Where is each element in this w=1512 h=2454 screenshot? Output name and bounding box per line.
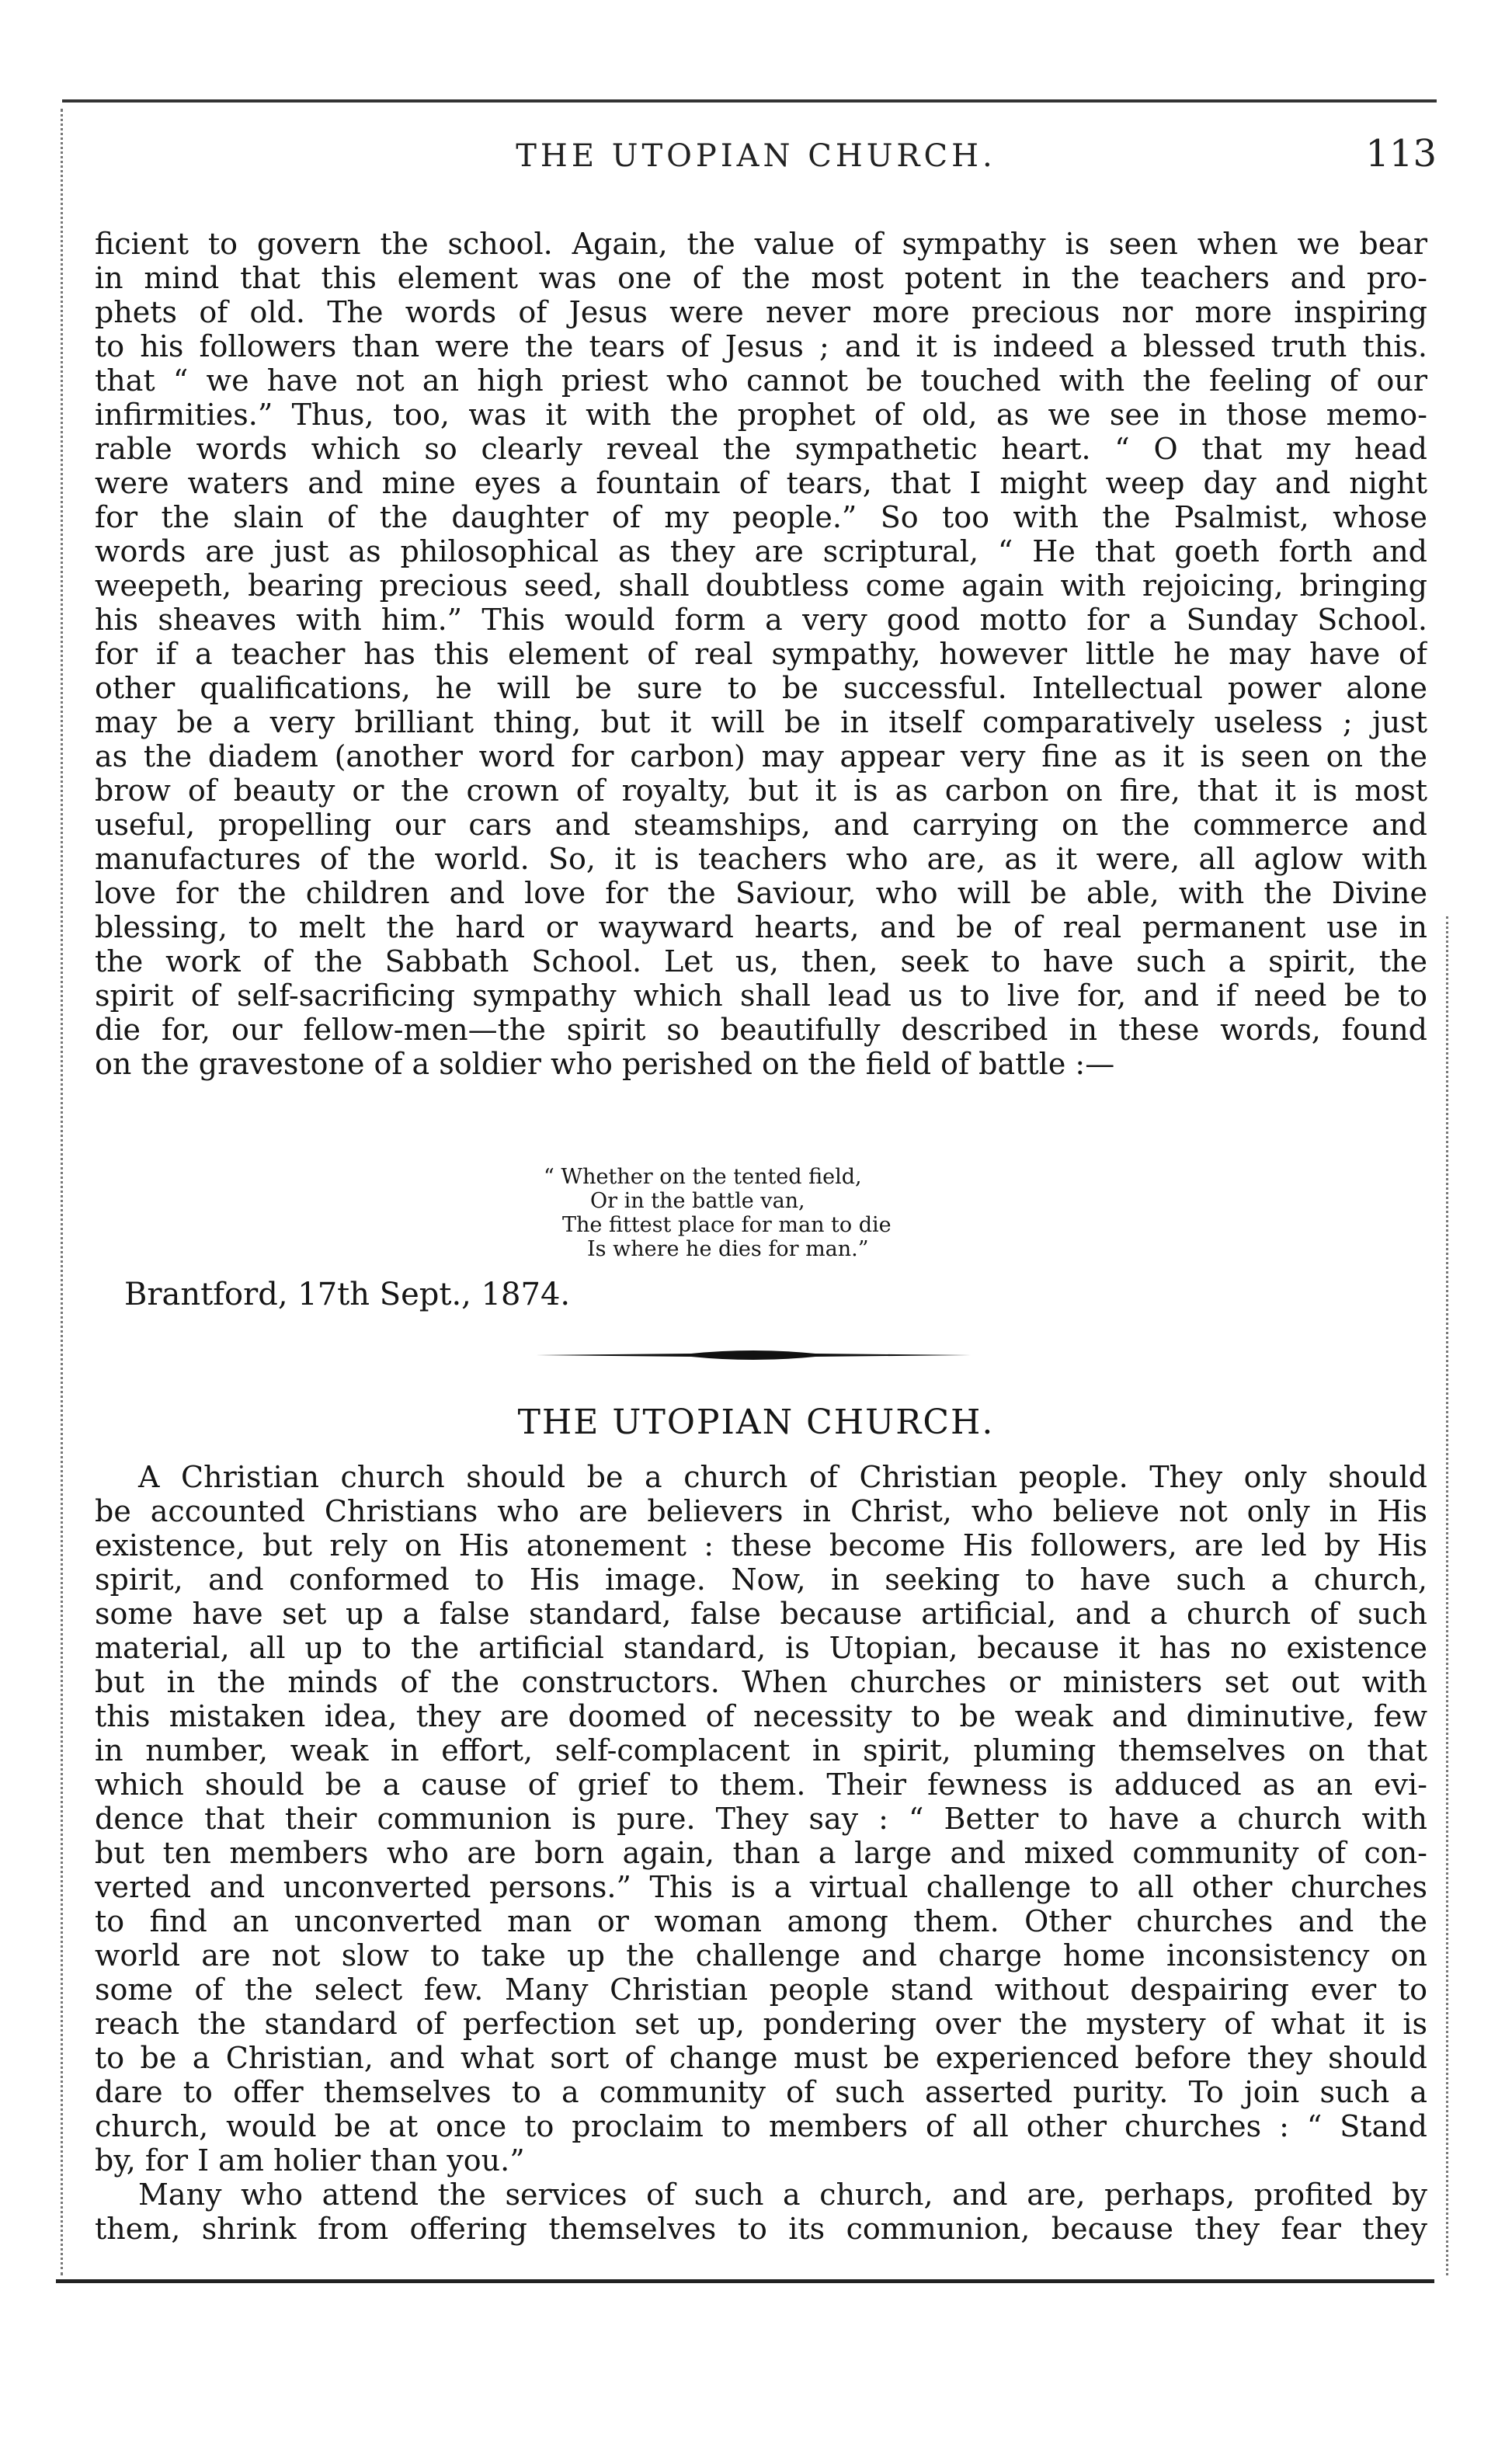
- text-line: weepeth, bearing precious seed, shall doubtless come again with rejoicing, bringing: [95, 568, 1427, 603]
- text-line: were waters and mine eyes a fountain of tears, that I might weep day and night: [95, 466, 1427, 500]
- text-line: brow of beauty or the crown of royalty, but it is as carbon on fire, that it is most: [95, 773, 1427, 808]
- text-line: existence, but rely on His atonement : these become His followers, are led by His: [95, 1528, 1427, 1562]
- text-line: but ten members who are born again, than a large and mixed community of con-: [95, 1836, 1427, 1870]
- utopian-article-text: [95, 1460, 1427, 2246]
- text-line: church, would be at once to proclaim to members of all other churches : “ Stand: [95, 2109, 1427, 2143]
- text-line: spirit, and conformed to His image. Now, in seeking to have such a church,: [95, 1562, 1427, 1597]
- text-line: infirmities.” Thus, too, was it with the prophet of old, as we see in those memo-: [95, 398, 1427, 432]
- text-line: them, shrink from offering themselves to its communion, because they fear they: [95, 2212, 1427, 2246]
- text-line: reach the standard of perfection set up, pondering over the mystery of what it is: [95, 2007, 1427, 2041]
- text-line: for the slain of the daughter of my people.” So too with the Psalmist, whose: [95, 500, 1427, 534]
- text-line: ficient to govern the school. Again, the value of sympathy is seen when we bear: [95, 227, 1427, 261]
- dateline-signature: Brantford, 17th Sept., 1874.: [124, 1277, 571, 1312]
- text-line: in mind that this element was one of the most potent in the teachers and pro-: [95, 261, 1427, 295]
- text-line: other qualifications, he will be sure to be successful. Intellectual power alone: [95, 671, 1427, 705]
- section-title: THE UTOPIAN CHURCH.: [517, 1403, 995, 1442]
- text-line: die for, our fellow-men—the spirit so beautifully described in these words, found: [95, 1013, 1427, 1047]
- text-line: his sheaves with him.” This would form a very good motto for a Sunday School.: [95, 603, 1427, 637]
- text-line: in number, weak in effort, self-complacent in spirit, pluming themselves on that: [95, 1733, 1427, 1768]
- text-line: blessing, to melt the hard or wayward hearts, and be of real permanent use in: [95, 910, 1427, 944]
- epitaph-poem: [544, 1165, 1087, 1261]
- text-line: dare to offer themselves to a community of such asserted purity. To join such a: [95, 2075, 1427, 2109]
- text-line: to find an unconverted man or woman among them. Other churches and the: [95, 1904, 1427, 1938]
- text-line: the work of the Sabbath School. Let us, then, seek to have such a spirit, the: [95, 944, 1427, 978]
- text-line: dence that their communion is pure. They say : “ Better to have a church with: [95, 1802, 1427, 1836]
- text-line: useful, propelling our cars and steamships, and carrying on the commerce and: [95, 808, 1427, 842]
- text-line: may be a very brilliant thing, but it will be in itself comparatively useless ; just: [95, 705, 1427, 739]
- text-line: material, all up to the artificial standard, is Utopian, because it has no existence: [95, 1631, 1427, 1665]
- section-divider-ornament: [536, 1347, 971, 1363]
- text-line: to his followers than were the tears of Jesus ; and it is indeed a blessed truth this.: [95, 329, 1427, 363]
- text-line: words are just as philosophical as they are scriptural, “ He that goeth forth and: [95, 534, 1427, 568]
- text-line: as the diadem (another word for carbon) may appear very fine as it is seen on the: [95, 739, 1427, 773]
- left-margin-line: [61, 109, 63, 2275]
- text-line: some have set up a false standard, false because artificial, and a church of such: [95, 1597, 1427, 1631]
- text-line: but in the minds of the constructors. When churches or ministers set out with: [95, 1665, 1427, 1699]
- text-line: which should be a cause of grief to them. Their fewness is adduced as an evi-: [95, 1768, 1427, 1802]
- text-line: world are not slow to take up the challenge and charge home inconsistency on: [95, 1938, 1427, 1973]
- poem-line: Or in the battle van,: [590, 1189, 805, 1213]
- text-line: Many who attend the services of such a church, and are, perhaps, profited by: [138, 2178, 1427, 2212]
- text-line: some of the select few. Many Christian people stand without despairing ever to: [95, 1973, 1427, 2007]
- text-line: love for the children and love for the Saviour, who will be able, with the Divine: [95, 876, 1427, 910]
- continued-article-text: [95, 227, 1427, 1081]
- text-line: on the gravestone of a soldier who perished on the field of battle :—: [95, 1047, 1115, 1081]
- text-line: be accounted Christians who are believers in Christ, who believe not only in His: [95, 1494, 1427, 1528]
- text-line: that “ we have not an high priest who cannot be touched with the feeling of our: [95, 363, 1427, 398]
- bottom-rule: [56, 2279, 1434, 2283]
- page-number: 113: [1365, 132, 1437, 176]
- text-line: for if a teacher has this element of real sympathy, however little he may have of: [95, 637, 1427, 671]
- text-line: rable words which so clearly reveal the sympathetic heart. “ O that my head: [95, 432, 1427, 466]
- poem-line: Is where he dies for man.”: [587, 1237, 869, 1261]
- text-line: A Christian church should be a church of Christian people. They only should: [138, 1460, 1427, 1494]
- poem-line: The fittest place for man to die: [562, 1213, 892, 1237]
- text-line: by, for I am holier than you.”: [95, 2143, 525, 2178]
- running-head: THE UTOPIAN CHURCH.: [516, 138, 996, 174]
- text-line: this mistaken idea, they are doomed of necessity to be weak and diminutive, few: [95, 1699, 1427, 1733]
- poem-line: “ Whether on the tented field,: [544, 1165, 862, 1189]
- text-line: manufactures of the world. So, it is teachers who are, as it were, all aglow with: [95, 842, 1427, 876]
- text-line: spirit of self-sacrificing sympathy which shall lead us to live for, and if need be to: [95, 978, 1427, 1013]
- text-line: phets of old. The words of Jesus were never more precious nor more inspiring: [95, 295, 1427, 329]
- text-line: verted and unconverted persons.” This is a virtual challenge to all other churches: [95, 1870, 1427, 1904]
- top-rule: [62, 99, 1437, 103]
- text-line: to be a Christian, and what sort of change must be experienced before they should: [95, 2041, 1427, 2075]
- right-margin-line: [1446, 916, 1448, 2275]
